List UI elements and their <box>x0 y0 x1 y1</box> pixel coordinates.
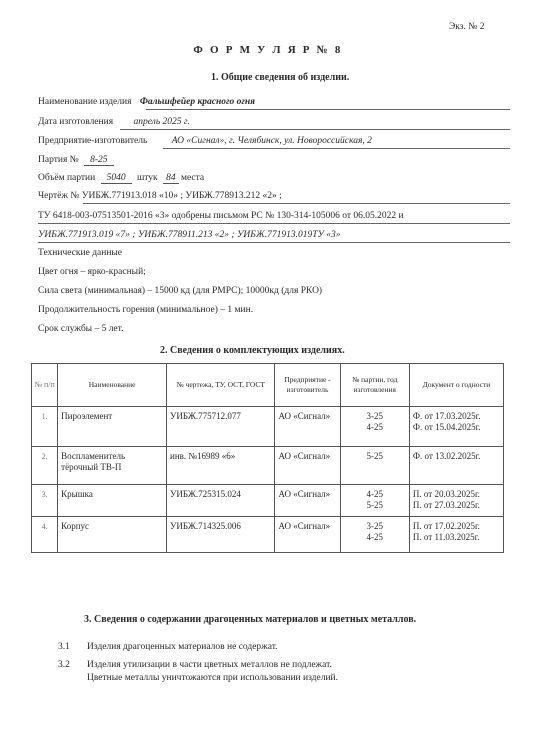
row-batch-2: 4-25 <box>366 532 383 542</box>
col-maker: Предприятие - изготовитель <box>275 364 340 407</box>
document-title: Ф О Р М У Л Я Р № 8 <box>193 44 343 56</box>
copy-number: Экз. № 2 <box>449 22 485 32</box>
row-doc-2: П. от 27.03.2025г. <box>412 500 480 510</box>
row-drawing: инв. №16989 «6» <box>167 447 275 485</box>
table-row <box>32 407 504 447</box>
tu-line: ТУ 6418-003-07513501-2016 «3» одобрены письмом РС № 130-314-105006 от 06.05.2022 и <box>38 211 404 221</box>
row-batch-1: 4-25 <box>366 489 383 499</box>
tu-underline <box>38 223 510 224</box>
row-maker: АО «Сигнал» <box>275 517 340 553</box>
row-batch-1: 3-25 <box>366 521 383 531</box>
row-batch-1: 5-25 <box>366 451 383 461</box>
row-name: Корпус <box>58 517 167 553</box>
components-table <box>31 363 504 553</box>
volume-label: Объём партии <box>38 173 96 183</box>
section2-heading: 2. Сведения о комплектующих изделиях. <box>160 345 345 356</box>
date-value: апрель 2025 г. <box>133 117 190 127</box>
row-drawing: УИБЖ.775712.077 <box>167 407 275 447</box>
date-line <box>38 117 190 127</box>
col-name: Наименование <box>58 364 167 407</box>
batch-line <box>38 155 114 166</box>
row-batch <box>340 517 409 553</box>
row-number: 4. <box>32 517 58 553</box>
row-batch <box>340 447 409 485</box>
row-drawing: УИБЖ.714325.006 <box>167 517 275 553</box>
row-doc-2: П. от 11.03.2025г. <box>412 532 480 542</box>
row-doc-2: Ф. от 15.04.2025г. <box>412 422 481 432</box>
row-maker: АО «Сигнал» <box>275 447 340 485</box>
volume-line <box>38 173 204 184</box>
row-drawing: УИБЖ.725315.024 <box>167 485 275 517</box>
row-doc-1: П. от 20.03.2025г. <box>412 489 480 499</box>
color-line: Цвет огня – ярко-красный; <box>38 267 146 277</box>
row-number: 2. <box>32 447 58 485</box>
row-document <box>409 447 503 485</box>
drawing-line: Чертёж № УИБЖ.771913.018 «10» ; УИБЖ.778913.212 «2» ; <box>38 191 282 201</box>
drawing-underline <box>83 203 510 204</box>
life-line: Срок службы – 5 лет. <box>38 324 124 334</box>
maker-label: Предприятие-изготовитель <box>38 136 148 146</box>
row-maker: АО «Сигнал» <box>275 485 340 517</box>
tu-line-2: УИБЖ.771913.019 «7» ; УИБЖ.778911.213 «2» ; УИБЖ.771913.019ТУ «3» <box>38 230 341 240</box>
col-document: Документ о годности <box>409 364 503 407</box>
item-3-2-text-2: Цветные металлы уничтожаются при использовании изделий. <box>87 673 338 683</box>
product-label: Наименование изделия <box>38 97 132 107</box>
row-batch-2: 4-25 <box>366 422 383 432</box>
batch-label: Партия № <box>38 155 79 165</box>
light-line: Сила света (минимальная) – 15000 кд (для РМРС); 10000кд (для РКО) <box>38 286 323 296</box>
date-underline <box>120 129 510 130</box>
row-doc-1: Ф. от 17.03.2025г. <box>412 411 481 421</box>
burn-line: Продолжительность горения (минимальное) – 1 мин. <box>38 305 254 315</box>
row-name: Крышка <box>58 485 167 517</box>
tu-underline-2 <box>38 242 510 243</box>
maker-line <box>38 136 372 146</box>
volume-unit: штук <box>136 173 158 183</box>
maker-value: АО «Сигнал», г. Челябинск, ул. Новороссийская, 2 <box>171 136 372 146</box>
product-line <box>38 97 255 107</box>
table-row <box>32 485 504 517</box>
places-value: 84 <box>163 173 179 184</box>
date-label: Дата изготовления <box>38 117 114 127</box>
row-document <box>409 407 503 447</box>
row-doc-1: Ф. от 13.02.2025г. <box>412 451 481 461</box>
row-batch <box>340 407 409 447</box>
item-3-1-text: Изделия драгоценных материалов не содержат. <box>87 642 278 652</box>
col-batch: № партии, год изготовления <box>340 364 409 407</box>
section1-heading: 1. Общие сведения об изделии. <box>211 72 350 83</box>
table-row <box>32 447 504 485</box>
item-3-2-text: Изделия утилизации в части цветных металлов не подлежат. <box>87 660 332 670</box>
product-underline <box>146 109 510 110</box>
row-number: 1. <box>32 407 58 447</box>
batch-value: 8-25 <box>84 155 113 166</box>
row-name: Воспламенитель тёрочный ТВ-П <box>58 447 167 485</box>
volume-value: 5040 <box>101 173 132 184</box>
row-number: 3. <box>32 485 58 517</box>
table-header-row <box>32 364 504 407</box>
row-name: Пироэлемент <box>58 407 167 447</box>
item-3-2-number: 3.2 <box>58 660 70 670</box>
item-3-1-number: 3.1 <box>58 642 70 652</box>
table-row <box>32 517 504 553</box>
row-document <box>409 517 503 553</box>
row-doc-1: П. от 17.02.2025г. <box>412 521 480 531</box>
row-maker: АО «Сигнал» <box>275 407 340 447</box>
product-value: Фальшфейер красного огня <box>139 97 256 107</box>
col-number: № п/п <box>32 364 58 407</box>
col-drawing: № чертежа, ТУ, ОСТ, ГОСТ <box>167 364 275 407</box>
row-batch <box>340 485 409 517</box>
row-document <box>409 485 503 517</box>
places-unit: места <box>180 173 205 183</box>
section3-heading: 3. Сведения о содержании драгоценных материалов и цветных металлов. <box>84 614 417 625</box>
tech-label: Технические данные <box>38 248 123 258</box>
row-batch-1: 3-25 <box>366 411 383 421</box>
row-batch-2: 5-25 <box>366 500 383 510</box>
maker-underline <box>163 148 510 149</box>
